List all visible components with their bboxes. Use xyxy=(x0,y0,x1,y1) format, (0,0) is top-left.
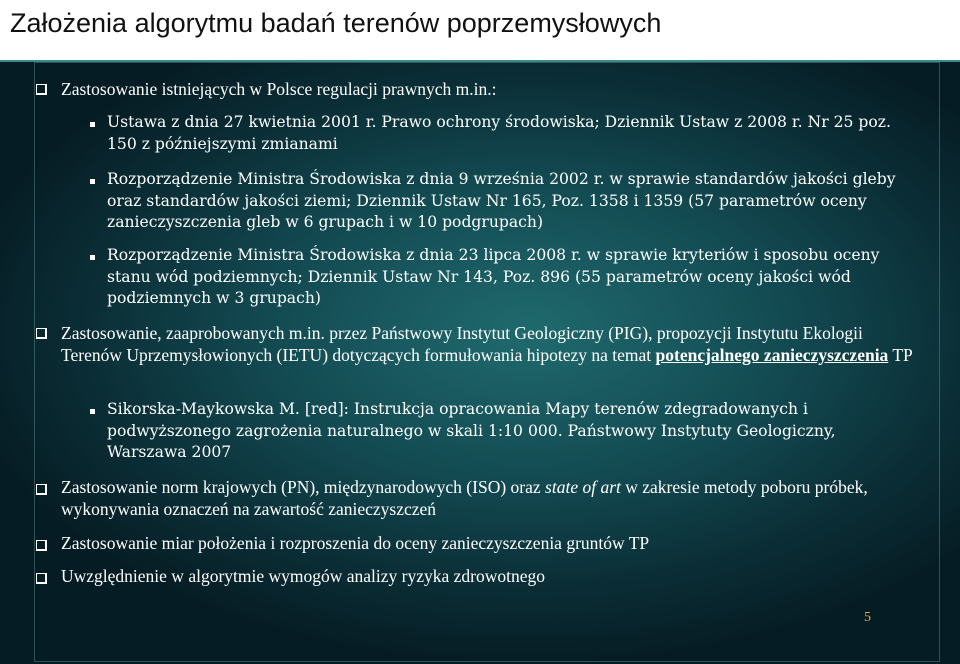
square-bullet-icon xyxy=(90,179,95,184)
sub-list-item: Rozporządzenie Ministra Środowiska z dnia 23 lipca 2008 r. w sprawie kryteriów i sposobu oceny stanu wód podziemnych; Dziennik Ustaw Nr 143, Poz. 896 (55 parametrów oceny jakości wód podziemnych w 3 grupach) xyxy=(107,246,880,307)
list-item: Zastosowanie istniejących w Polsce regulacji prawnych m.in.: xyxy=(61,79,497,99)
checkbox-bullet-icon xyxy=(36,540,47,551)
list-item-text: TP xyxy=(888,345,913,365)
page-number: 5 xyxy=(864,610,871,625)
list-item-text: w zakresie metody poboru próbek, wykonywania oznaczeń na zawartość zanieczyszczeń xyxy=(61,477,868,519)
square-bullet-icon xyxy=(90,409,95,414)
emphasis-text: potencjalnego zanieczyszczenia xyxy=(655,345,889,365)
slide-title: Założenia algorytmu badań terenów poprzemysłowych xyxy=(10,8,662,38)
emphasis-text: state of art xyxy=(545,477,621,497)
square-bullet-icon xyxy=(90,255,95,260)
list-item-text: Zastosowanie, zaaprobowanych m.in. przez Państwowy Instytut Geologiczny (PIG), propozycji Instytutu Ekologii Terenów Uprzemysłowionych (IETU) dotyczących formułowania hipotezy na temat xyxy=(61,323,863,365)
checkbox-bullet-icon xyxy=(36,573,47,584)
list-item: Uwzględnienie w algorytmie wymogów analizy ryzyka zdrowotnego xyxy=(61,566,546,586)
list-item-text: Zastosowanie norm krajowych (PN), międzynarodowych (ISO) oraz xyxy=(61,477,546,497)
sub-list-item: Sikorska-Maykowska M. [red]: Instrukcja opracowania Mapy terenów zdegradowanych i podwyższonego zagrożenia naturalnego w skali 1:10 000. Państwowy Instytuty Geologiczny, Warszawa 2007 xyxy=(107,400,836,461)
sub-list-item: Ustawa z dnia 27 kwietnia 2001 r. Prawo ochrony środowiska; Dziennik Ustaw z 2008 r. Nr 25 poz. 150 z późniejszymi zmianami xyxy=(107,113,891,153)
list-item xyxy=(61,322,921,366)
list-item xyxy=(61,476,921,520)
checkbox-bullet-icon xyxy=(36,484,47,495)
square-bullet-icon xyxy=(90,122,95,127)
list-item: Zastosowanie miar położenia i rozproszenia do oceny zanieczyszczenia gruntów TP xyxy=(61,533,650,553)
checkbox-bullet-icon xyxy=(36,84,47,95)
sub-list-item: Rozporządzenie Ministra Środowiska z dnia 9 września 2002 r. w sprawie standardów jakości gleby oraz standardów jakości ziemi; Dziennik Ustaw Nr 165, Poz. 1358 i 1359 (57 parametrów oceny zanieczyszczenia gleb w 6 grupach i w 10 podgrupach) xyxy=(107,170,896,231)
checkbox-bullet-icon xyxy=(36,328,47,339)
